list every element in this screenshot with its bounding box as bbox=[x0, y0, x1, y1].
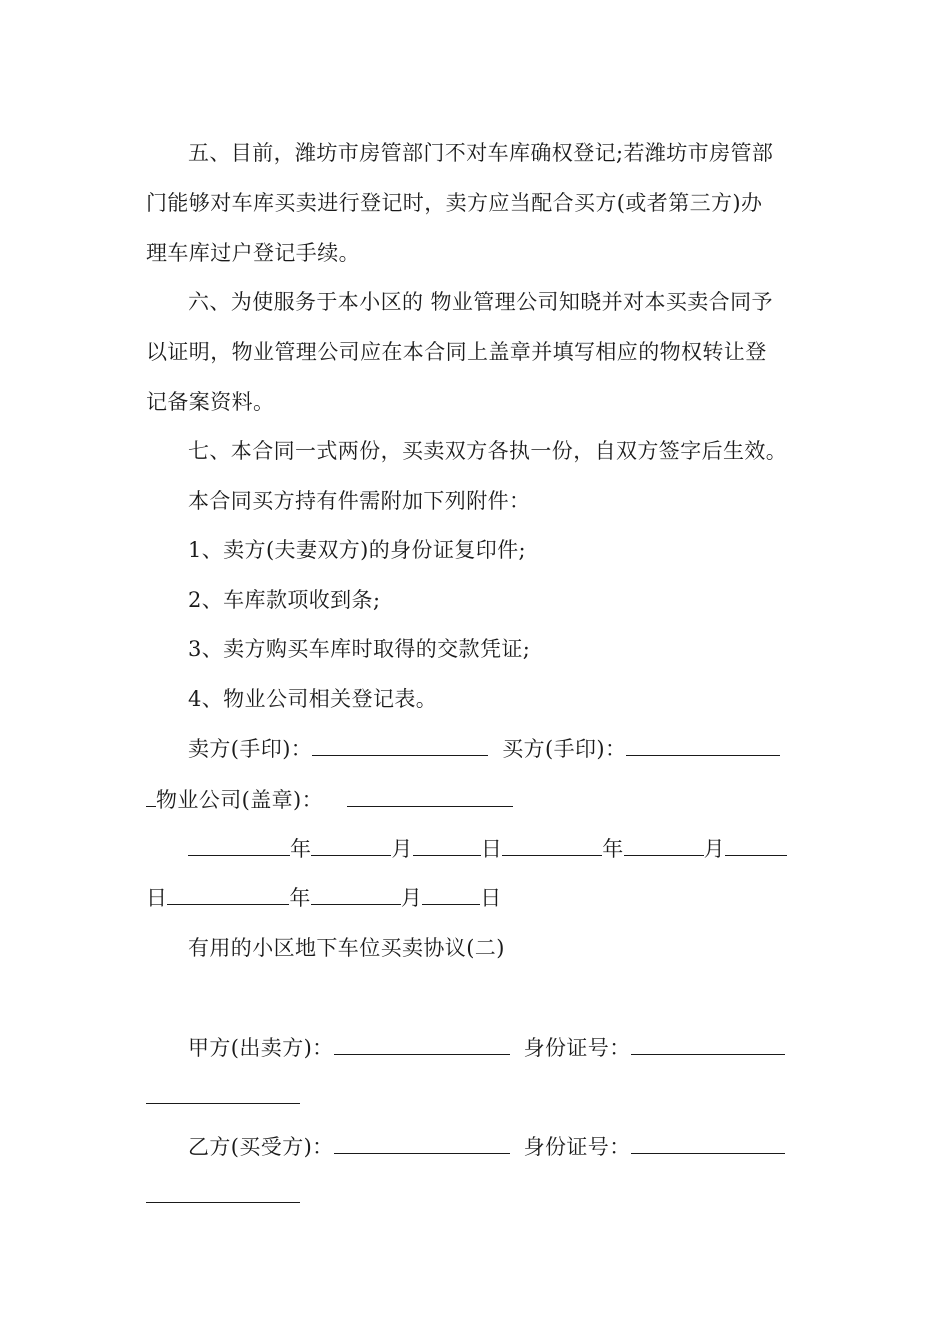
party-a-id-blank-continued[interactable] bbox=[146, 1083, 300, 1104]
date-blank[interactable] bbox=[502, 835, 602, 856]
seller-signature-label: 卖方(手印)： bbox=[188, 737, 313, 761]
attachment-item: 4、物业公司相关登记表。 bbox=[188, 687, 438, 711]
attachment-item: 2、车库款项收到条; bbox=[188, 588, 381, 612]
party-a-row bbox=[188, 1034, 806, 1062]
date-row-1 bbox=[188, 835, 806, 863]
party-a-label: 甲方(出卖方)： bbox=[188, 1036, 334, 1060]
month-label: 月 bbox=[391, 837, 413, 861]
date-row-2 bbox=[146, 884, 806, 912]
year-label: 年 bbox=[290, 837, 312, 861]
month-label: 月 bbox=[400, 886, 423, 910]
date-blank[interactable] bbox=[188, 835, 290, 856]
date-blank[interactable] bbox=[422, 884, 480, 905]
party-b-label: 乙方(买受方)： bbox=[188, 1135, 334, 1159]
buyer-signature-blank[interactable] bbox=[626, 735, 780, 756]
day-label: 日 bbox=[146, 886, 168, 910]
property-company-leading-blank bbox=[146, 786, 156, 807]
party-a-id-continuation bbox=[146, 1083, 806, 1111]
clause-6-line-2: 以证明，物业管理公司应在本合同上盖章并填写相应的物权转让登 bbox=[146, 340, 767, 364]
party-a-id-label: 身份证号： bbox=[523, 1036, 631, 1060]
party-b-name-blank[interactable] bbox=[334, 1133, 510, 1154]
party-a-id-blank[interactable] bbox=[631, 1034, 785, 1055]
attachments-intro: 本合同买方持有件需附加下列附件： bbox=[188, 489, 531, 513]
month-label: 月 bbox=[703, 837, 726, 861]
year-label: 年 bbox=[602, 837, 624, 861]
day-label: 日 bbox=[480, 837, 503, 861]
date-blank[interactable] bbox=[311, 835, 391, 856]
clause-5-line-2: 门能够对车库买卖进行登记时，卖方应当配合买方(或者第三方)办 bbox=[146, 191, 763, 215]
property-company-label: 物业公司(盖章)： bbox=[156, 788, 323, 812]
signature-row bbox=[188, 735, 806, 763]
date-blank[interactable] bbox=[624, 835, 704, 856]
clause-7: 七、本合同一式两份，买卖双方各执一份，自双方签字后生效。 bbox=[188, 439, 788, 463]
attachment-item: 1、卖方(夫妻双方)的身份证复印件; bbox=[188, 538, 527, 562]
attachment-item: 3、卖方购买车库时取得的交款凭证; bbox=[188, 637, 531, 661]
property-company-row bbox=[146, 786, 806, 814]
day-label: 日 bbox=[480, 886, 502, 910]
date-blank[interactable] bbox=[725, 835, 787, 856]
date-blank[interactable] bbox=[311, 884, 401, 905]
buyer-signature-label: 买方(手印)： bbox=[502, 737, 627, 761]
party-b-id-continuation bbox=[146, 1182, 806, 1210]
clause-5-line-3: 理车库过户登记手续。 bbox=[146, 241, 360, 265]
year-label: 年 bbox=[289, 886, 311, 910]
seller-signature-blank[interactable] bbox=[312, 735, 488, 756]
party-b-id-label: 身份证号： bbox=[523, 1135, 631, 1159]
date-blank[interactable] bbox=[413, 835, 481, 856]
date-blank[interactable] bbox=[167, 884, 289, 905]
party-b-id-blank-continued[interactable] bbox=[146, 1182, 300, 1203]
party-b-row bbox=[188, 1133, 806, 1161]
clause-5-line-1: 五、目前，潍坊市房管部门不对车库确权登记;若潍坊市房管部 bbox=[188, 141, 774, 165]
property-company-seal-blank[interactable] bbox=[347, 786, 513, 807]
clause-6-line-1: 六、为使服务于本小区的 物业管理公司知晓并对本买卖合同予 bbox=[188, 290, 773, 314]
party-b-id-blank[interactable] bbox=[631, 1133, 785, 1154]
agreement-2-title: 有用的小区地下车位买卖协议(二) bbox=[188, 936, 505, 960]
clause-6-line-3: 记备案资料。 bbox=[146, 390, 275, 414]
party-a-name-blank[interactable] bbox=[334, 1034, 510, 1055]
